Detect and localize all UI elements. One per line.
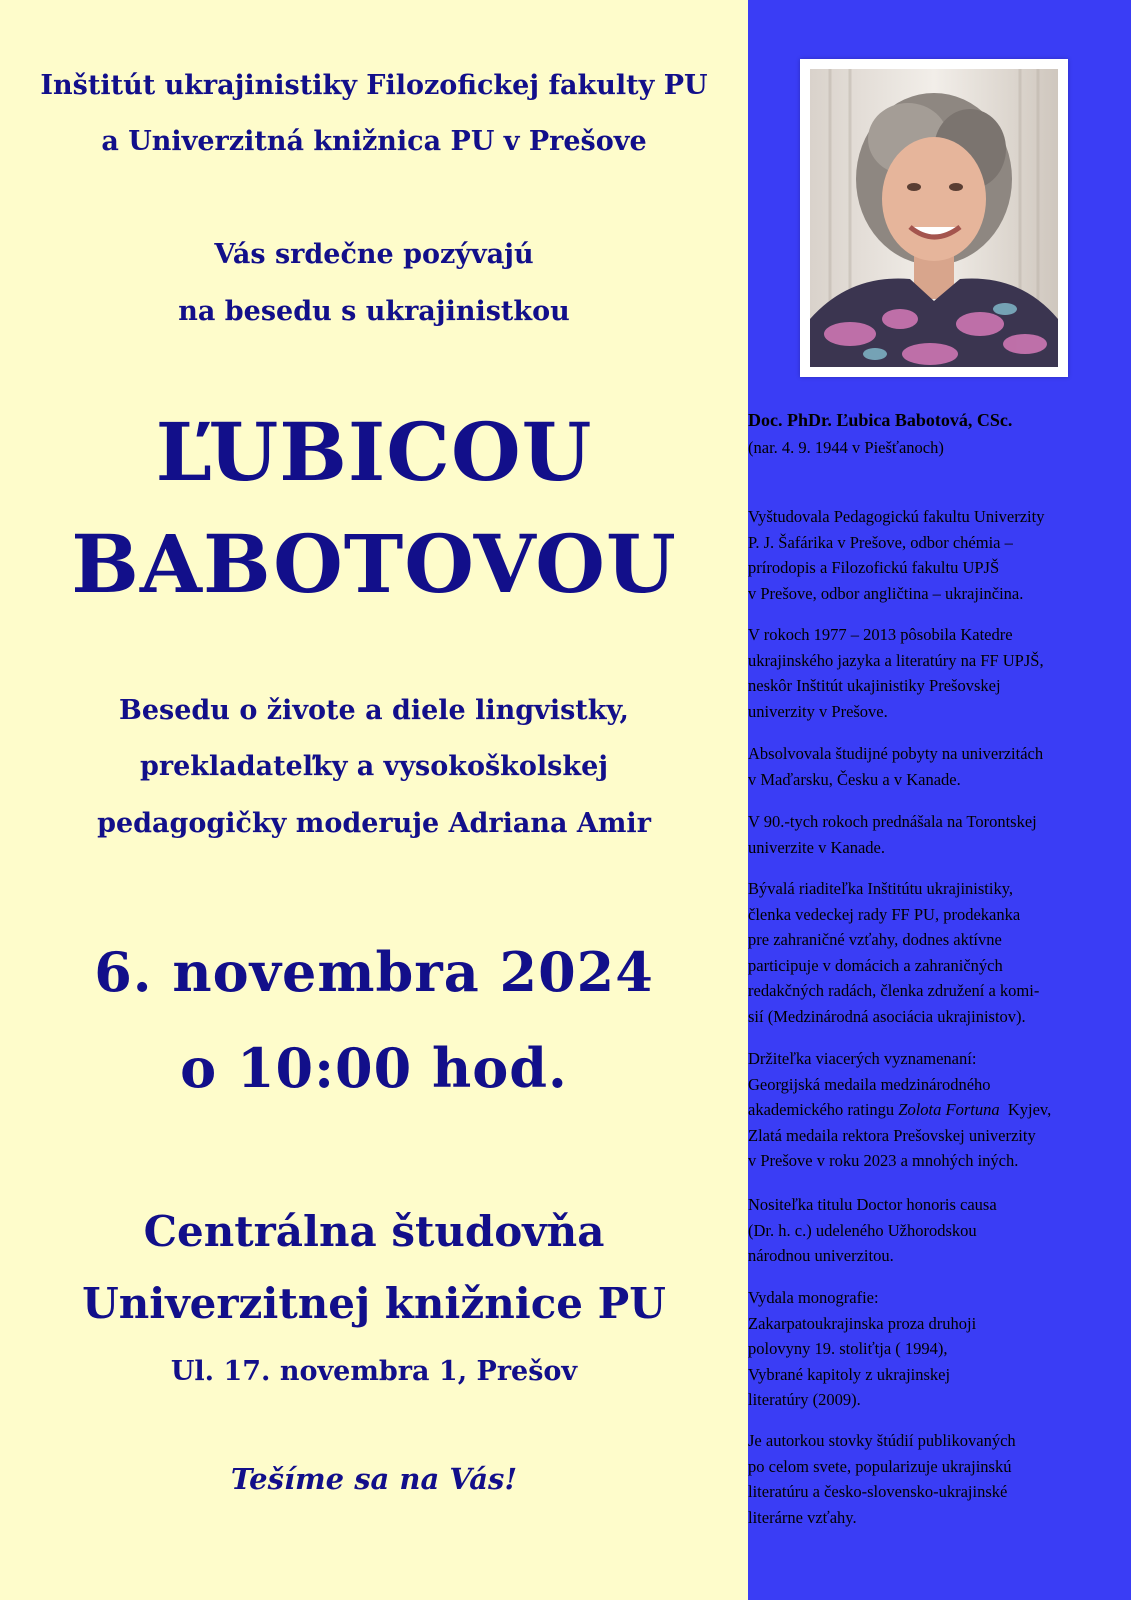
bio-text-line: v Maďarsku, Česku a v Kanade. [748,769,961,789]
portrait-frame [800,59,1068,377]
bio-text-line: Nositeľka titulu Doctor honoris causa [748,1195,997,1214]
bio-text-line: polovyny 19. stoliťtja ( 1994), [748,1339,948,1358]
description-line-2: prekladateľky a vysokoškolskej [139,751,609,782]
venue-address: Ul. 17. novembra 1, Prešov [170,1356,578,1387]
bio-text-line: neskôr Inštitút ukajinistiky Prešovskej [748,676,1001,695]
bio-paragraph-toronto [748,809,1131,860]
bio-text-segment: Kyjev, [999,1100,1052,1119]
bio-text-line: v Prešove v roku 2023 a mnohých iných. [748,1151,1019,1170]
bio-text-line: redakčných radách, členka združení a komi- [748,981,1040,1000]
bio-text-line: Zlatá medaila rektora Prešovskej univerzity [748,1125,1036,1145]
organizer-line-2: a Univerzitná knižnica PU v Prešove [101,126,647,157]
bio-text-line: po celom svete, popularizuje ukrajinskú [748,1456,1012,1476]
bio-paragraph-awards [748,1046,1131,1174]
bio-paragraph-honoris-causa [748,1192,1131,1269]
bio-text-line: Bývalá riaditeľka Inštitútu ukrajinistiky, [748,879,1013,898]
bio-text-line: univerzity v Prešove. [748,701,888,721]
description-line-1: Besedu o živote a diele lingvistky, [119,695,629,726]
bio-paragraph-roles [748,876,1131,1029]
bio-text-line-award [748,1097,1131,1123]
bio-text-line: literatúru a česko-slovensko-ukrajinské [748,1482,1008,1501]
portrait-photo [810,69,1058,367]
invitation-line-1: Vás srdečne pozývajú [214,239,534,270]
bio-paragraph-career [748,622,1131,724]
event-time: o 10:00 hod. [180,1036,568,1100]
bio-text-line: Georgijská medaila medzinárodného [748,1074,991,1094]
bio-text-line: v Prešove, odbor angličtina – ukrajinčina. [748,583,1024,603]
bio-text-line: pre zahraničné vzťahy, dodnes aktívne [748,930,1002,949]
bio-text-line: (Dr. h. c.) udeleného Užhorodskou [748,1220,977,1240]
bio-text-line: Držiteľka viacerých vyznamenaní: [748,1049,977,1068]
closing-line: Tešíme sa na Vás! [230,1462,518,1496]
description-line-3: pedagogičky moderuje Adriana Amir [97,808,651,839]
bio-text-line: členka vedeckej rady FF PU, prodekanka [748,904,1021,924]
bio-text-segment: akademického ratingu [748,1100,899,1119]
bio-text-line: prírodopis a Filozofickú fakultu UPJŠ [748,558,1000,577]
bio-text-line: Absolvovala študijné pobyty na univerzitách [748,744,1044,763]
bio-text-line: participuje v domácich a zahraničných [748,955,1003,975]
bio-text-line: P. J. Šafárika v Prešove, odbor chémia – [748,532,1013,552]
bio-text-line: ukrajinského jazyka a literatúry na FF UPJŠ, [748,650,1044,670]
bio-text-line: univerzite v Kanade. [748,837,885,857]
bio-text-line: Vydala monografie: [748,1288,879,1307]
award-title: Zolota Fortuna [898,1100,1000,1119]
bio-text-line: národnou univerzitou. [748,1246,894,1265]
invitation-line-2: na besedu s ukrajinistkou [178,296,570,327]
bio-paragraph-study-stays [748,741,1131,792]
bio-birth: (nar. 4. 9. 1944 v Piešťanoch) [748,438,944,457]
bio-paragraph-education [748,504,1131,606]
bio-paragraph-publications [748,1428,1131,1530]
guest-name-line-1: ĽUBICOU [155,405,593,499]
venue-line-2: Univerzitnej knižnice PU [82,1279,666,1328]
bio-text-line: V 90.-tych rokoch prednášala na Torontskej [748,812,1037,831]
bio-text-line: Vyštudovala Pedagogickú fakultu Univerzity [748,507,1045,526]
bio-text-line: V rokoch 1977 – 2013 pôsobila Katedre [748,625,1013,644]
bio-text-line: literatúry (2009). [748,1390,861,1409]
bio-text-line: Vybrané kapitoly z ukrajinskej [748,1364,951,1384]
bio-paragraph-monographs [748,1285,1131,1413]
bio-name: Doc. PhDr. Ľubica Babotová, CSc. [748,410,1013,430]
bio-text-line: Je autorkou stovky štúdií publikovaných [748,1431,1016,1450]
venue-line-1: Centrálna študovňa [143,1207,605,1256]
organizer-line-1: Inštitút ukrajinistiky Filozofickej fakulty PU [40,70,708,101]
event-date: 6. novembra 2024 [94,940,654,1004]
bio-text-line: sií (Medzinárodná asociácia ukrajinistov). [748,1006,1026,1026]
guest-name-line-2: BABOTOVOU [71,517,677,611]
bio-text-line: Zakarpatoukrajinska proza druhoji [748,1313,977,1333]
bio-text-line: literárne vzťahy. [748,1507,857,1527]
